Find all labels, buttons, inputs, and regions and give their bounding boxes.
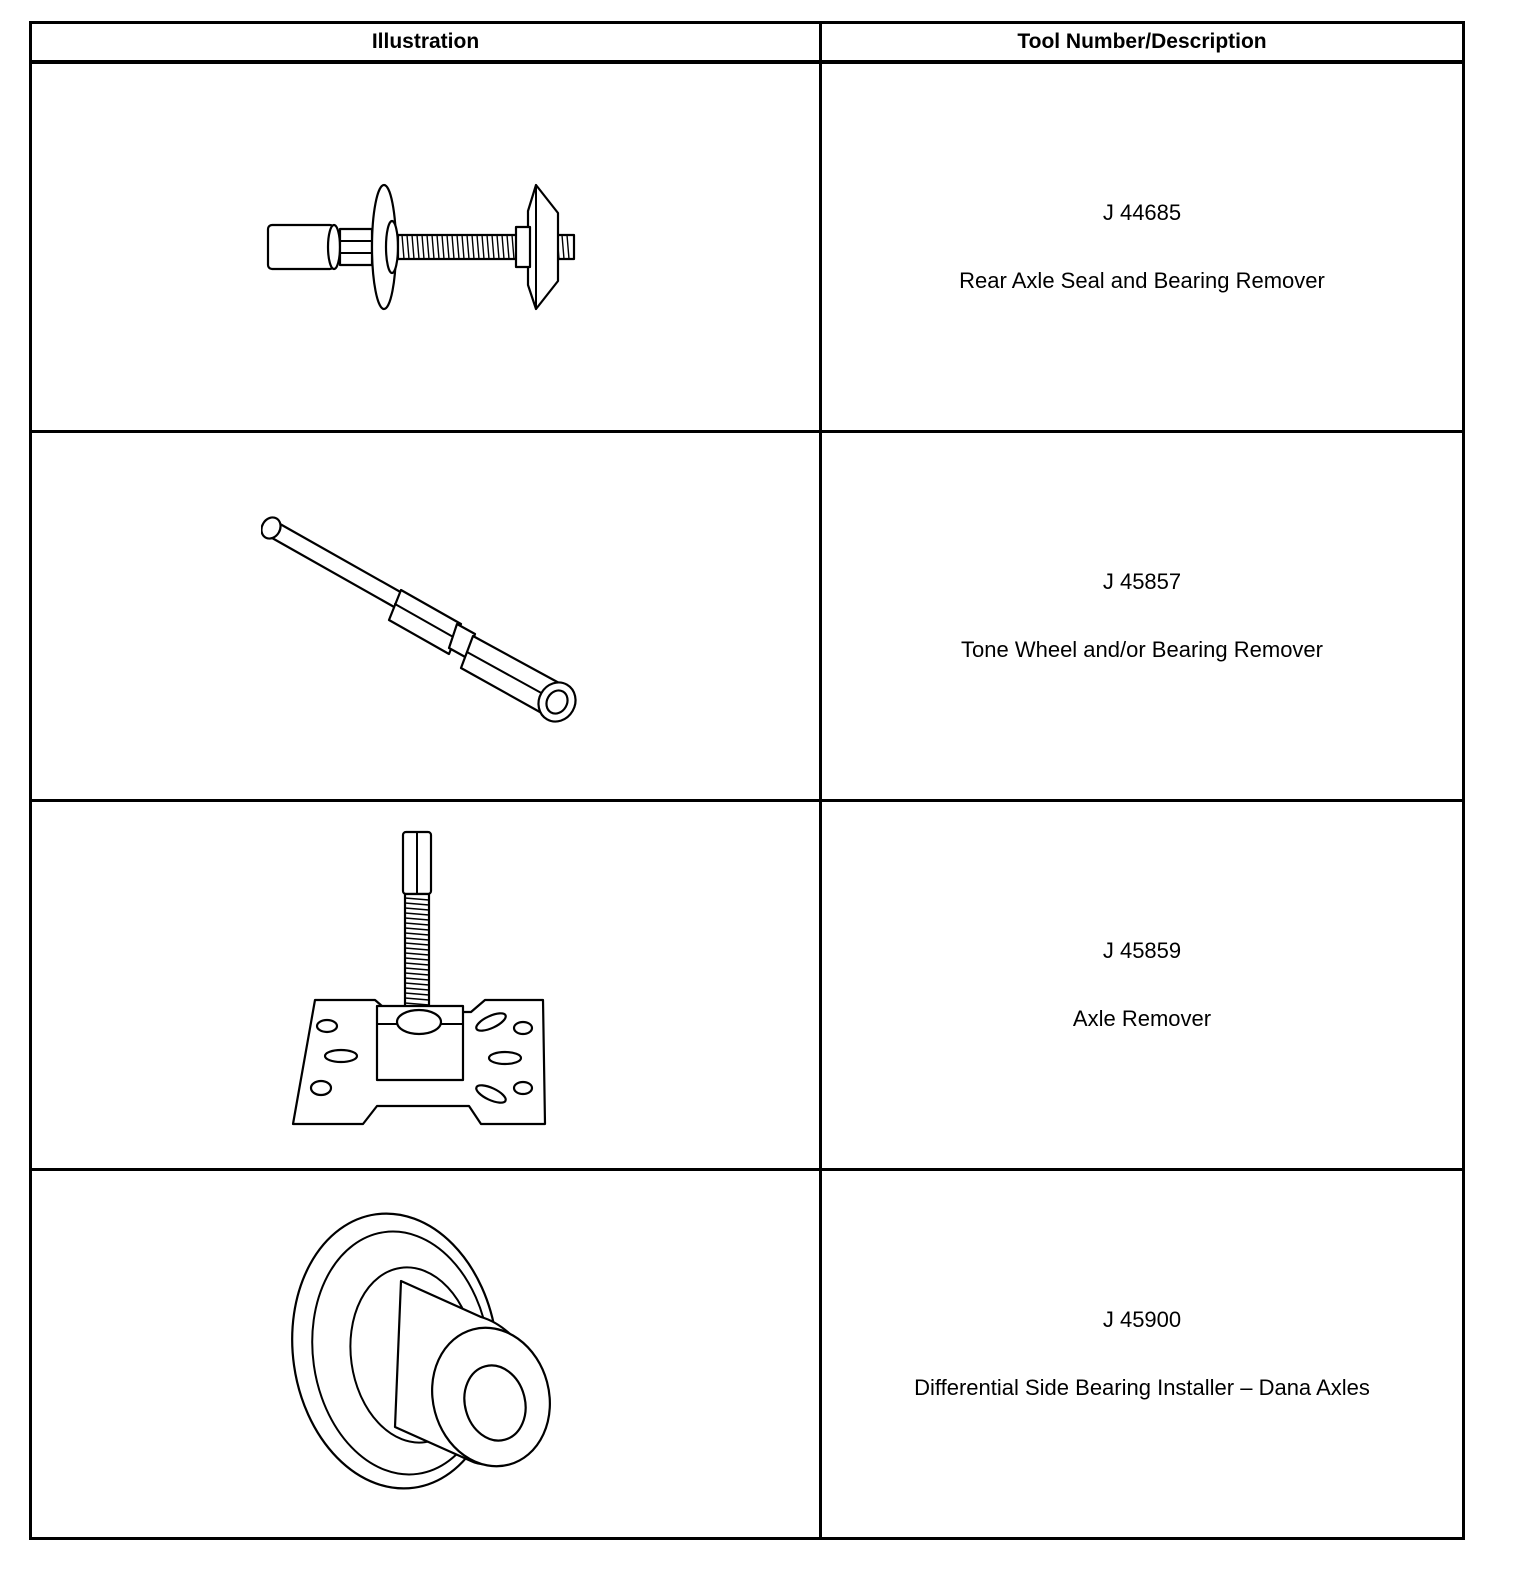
tool-description: Axle Remover — [1072, 1006, 1212, 1031]
illustration-column-header: Illustration — [31, 23, 821, 63]
illustration-cell — [31, 432, 821, 801]
tool-description-cell — [821, 432, 1464, 801]
table-header-row — [31, 23, 1464, 63]
illustration-cell — [31, 1170, 821, 1539]
table-row — [31, 1170, 1464, 1539]
tool-column-header: Tool Number/Description — [821, 23, 1464, 63]
rear-axle-seal-bearing-remover-icon — [266, 177, 586, 317]
table-row — [31, 801, 1464, 1170]
tool-description: Rear Axle Seal and Bearing Remover — [959, 268, 1325, 293]
tone-wheel-bearing-remover-icon — [261, 506, 591, 726]
table-row — [31, 62, 1464, 432]
tool-number: J 45857 — [1102, 569, 1182, 594]
illustration-cell — [31, 801, 821, 1170]
tool-description-cell — [821, 801, 1464, 1170]
tool-number: J 45859 — [1102, 938, 1182, 963]
tool-description: Tone Wheel and/or Bearing Remover — [961, 637, 1323, 662]
special-tools-table — [29, 21, 1465, 1540]
tool-number: J 45900 — [1102, 1307, 1182, 1332]
tool-description: Differential Side Bearing Installer – Dana Axles — [914, 1375, 1370, 1400]
differential-side-bearing-installer-icon — [291, 1209, 561, 1499]
illustration-cell — [31, 62, 821, 432]
tool-description-cell — [821, 62, 1464, 432]
tool-description-cell — [821, 1170, 1464, 1539]
tool-number: J 44685 — [1102, 200, 1182, 225]
table-row — [31, 432, 1464, 801]
axle-remover-icon — [291, 830, 561, 1140]
